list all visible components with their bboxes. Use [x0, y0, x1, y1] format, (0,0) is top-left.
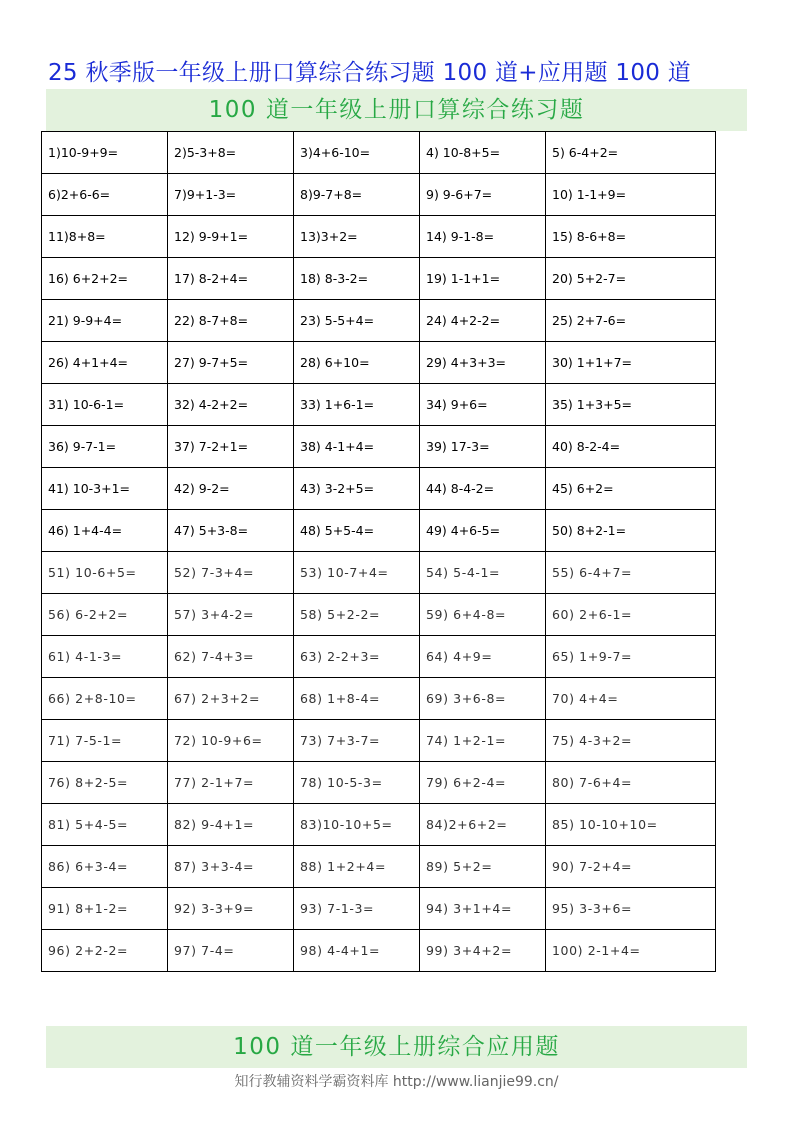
problem-cell: 76) 8+2-5= [42, 762, 168, 804]
problem-cell: 64) 4+9= [420, 636, 546, 678]
problem-cell: 43) 3-2+5= [294, 468, 420, 510]
problem-row [42, 426, 716, 468]
problem-cell: 29) 4+3+3= [420, 342, 546, 384]
problem-cell: 75) 4-3+2= [546, 720, 716, 762]
problem-row [42, 258, 716, 300]
problem-row [42, 678, 716, 720]
problem-cell: 70) 4+4= [546, 678, 716, 720]
problem-cell: 96) 2+2-2= [42, 930, 168, 972]
problem-cell: 93) 7-1-3= [294, 888, 420, 930]
problem-cell: 92) 3-3+9= [168, 888, 294, 930]
problem-cell: 71) 7-5-1= [42, 720, 168, 762]
problem-cell: 50) 8+2-1= [546, 510, 716, 552]
problem-cell: 47) 5+3-8= [168, 510, 294, 552]
problem-cell: 59) 6+4-8= [420, 594, 546, 636]
problem-cell: 84)2+6+2= [420, 804, 546, 846]
problem-cell: 55) 6-4+7= [546, 552, 716, 594]
problem-row [42, 552, 716, 594]
problem-cell: 66) 2+8-10= [42, 678, 168, 720]
problem-cell: 20) 5+2-7= [546, 258, 716, 300]
footer-source: 知行教辅资料学霸资料库 http://www.lianjie99.cn/ [234, 1074, 559, 1090]
problem-row [42, 174, 716, 216]
problem-cell: 69) 3+6-8= [420, 678, 546, 720]
problem-cell: 67) 2+3+2= [168, 678, 294, 720]
problem-cell: 44) 8-4-2= [420, 468, 546, 510]
problem-cell: 42) 9-2= [168, 468, 294, 510]
problem-cell: 10) 1-1+9= [546, 174, 716, 216]
section-heading-word-problems: 100 道一年级上册综合应用题 [46, 1026, 747, 1068]
problem-cell: 38) 4-1+4= [294, 426, 420, 468]
problem-cell: 4) 10-8+5= [420, 132, 546, 174]
problem-cell: 19) 1-1+1= [420, 258, 546, 300]
problem-cell: 5) 6-4+2= [546, 132, 716, 174]
problem-cell: 60) 2+6-1= [546, 594, 716, 636]
problem-cell: 18) 8-3-2= [294, 258, 420, 300]
problem-row [42, 636, 716, 678]
problem-cell: 7)9+1-3= [168, 174, 294, 216]
problem-cell: 88) 1+2+4= [294, 846, 420, 888]
problem-cell: 100) 2-1+4= [546, 930, 716, 972]
problem-cell: 14) 9-1-8= [420, 216, 546, 258]
problem-cell: 49) 4+6-5= [420, 510, 546, 552]
problem-cell: 35) 1+3+5= [546, 384, 716, 426]
problem-row [42, 804, 716, 846]
problem-cell: 90) 7-2+4= [546, 846, 716, 888]
problem-cell: 26) 4+1+4= [42, 342, 168, 384]
problem-cell: 94) 3+1+4= [420, 888, 546, 930]
problem-row [42, 846, 716, 888]
problem-cell: 85) 10-10+10= [546, 804, 716, 846]
problem-cell: 56) 6-2+2= [42, 594, 168, 636]
problem-cell: 12) 9-9+1= [168, 216, 294, 258]
problem-cell: 78) 10-5-3= [294, 762, 420, 804]
problem-row [42, 300, 716, 342]
problem-cell: 24) 4+2-2= [420, 300, 546, 342]
problem-row [42, 762, 716, 804]
problem-cell: 45) 6+2= [546, 468, 716, 510]
problem-cell: 37) 7-2+1= [168, 426, 294, 468]
problem-cell: 15) 8-6+8= [546, 216, 716, 258]
problem-row [42, 132, 716, 174]
problem-cell: 13)3+2= [294, 216, 420, 258]
problem-cell: 79) 6+2-4= [420, 762, 546, 804]
problem-cell: 81) 5+4-5= [42, 804, 168, 846]
problem-cell: 39) 17-3= [420, 426, 546, 468]
section-heading-arithmetic: 100 道一年级上册口算综合练习题 [46, 89, 747, 131]
problem-cell: 87) 3+3-4= [168, 846, 294, 888]
problem-cell: 63) 2-2+3= [294, 636, 420, 678]
problem-cell: 17) 8-2+4= [168, 258, 294, 300]
problem-cell: 97) 7-4= [168, 930, 294, 972]
problem-cell: 2)5-3+8= [168, 132, 294, 174]
problem-cell: 68) 1+8-4= [294, 678, 420, 720]
problem-cell: 74) 1+2-1= [420, 720, 546, 762]
problem-cell: 30) 1+1+7= [546, 342, 716, 384]
problem-cell: 51) 10-6+5= [42, 552, 168, 594]
problem-row [42, 384, 716, 426]
problem-cell: 83)10-10+5= [294, 804, 420, 846]
problem-cell: 21) 9-9+4= [42, 300, 168, 342]
problem-cell: 1)10-9+9= [42, 132, 168, 174]
problem-row [42, 468, 716, 510]
problem-cell: 95) 3-3+6= [546, 888, 716, 930]
problem-cell: 82) 9-4+1= [168, 804, 294, 846]
problem-cell: 31) 10-6-1= [42, 384, 168, 426]
problem-cell: 40) 8-2-4= [546, 426, 716, 468]
problem-cell: 36) 9-7-1= [42, 426, 168, 468]
problem-cell: 89) 5+2= [420, 846, 546, 888]
problem-cell: 98) 4-4+1= [294, 930, 420, 972]
problem-cell: 86) 6+3-4= [42, 846, 168, 888]
problem-cell: 72) 10-9+6= [168, 720, 294, 762]
problem-cell: 32) 4-2+2= [168, 384, 294, 426]
problem-cell: 99) 3+4+2= [420, 930, 546, 972]
problem-cell: 73) 7+3-7= [294, 720, 420, 762]
problem-cell: 91) 8+1-2= [42, 888, 168, 930]
problem-cell: 41) 10-3+1= [42, 468, 168, 510]
problem-row [42, 720, 716, 762]
arithmetic-problem-grid [41, 131, 716, 972]
problem-cell: 28) 6+10= [294, 342, 420, 384]
problem-cell: 34) 9+6= [420, 384, 546, 426]
problem-cell: 23) 5-5+4= [294, 300, 420, 342]
problem-cell: 65) 1+9-7= [546, 636, 716, 678]
problem-cell: 46) 1+4-4= [42, 510, 168, 552]
problem-row [42, 510, 716, 552]
problem-row [42, 342, 716, 384]
problem-cell: 16) 6+2+2= [42, 258, 168, 300]
problem-cell: 25) 2+7-6= [546, 300, 716, 342]
problem-cell: 57) 3+4-2= [168, 594, 294, 636]
problem-row [42, 888, 716, 930]
problem-row [42, 930, 716, 972]
problem-cell: 54) 5-4-1= [420, 552, 546, 594]
problem-row [42, 594, 716, 636]
problem-cell: 8)9-7+8= [294, 174, 420, 216]
problem-row [42, 216, 716, 258]
problem-cell: 53) 10-7+4= [294, 552, 420, 594]
problem-cell: 6)2+6-6= [42, 174, 168, 216]
problem-cell: 58) 5+2-2= [294, 594, 420, 636]
page-title: 25 秋季版一年级上册口算综合练习题 100 道+应用题 100 道 [48, 60, 692, 86]
problem-cell: 33) 1+6-1= [294, 384, 420, 426]
problem-cell: 48) 5+5-4= [294, 510, 420, 552]
problem-cell: 62) 7-4+3= [168, 636, 294, 678]
problem-cell: 77) 2-1+7= [168, 762, 294, 804]
problem-cell: 61) 4-1-3= [42, 636, 168, 678]
problem-cell: 11)8+8= [42, 216, 168, 258]
problem-cell: 3)4+6-10= [294, 132, 420, 174]
problem-cell: 80) 7-6+4= [546, 762, 716, 804]
problem-cell: 9) 9-6+7= [420, 174, 546, 216]
problem-cell: 22) 8-7+8= [168, 300, 294, 342]
problem-cell: 27) 9-7+5= [168, 342, 294, 384]
problem-cell: 52) 7-3+4= [168, 552, 294, 594]
